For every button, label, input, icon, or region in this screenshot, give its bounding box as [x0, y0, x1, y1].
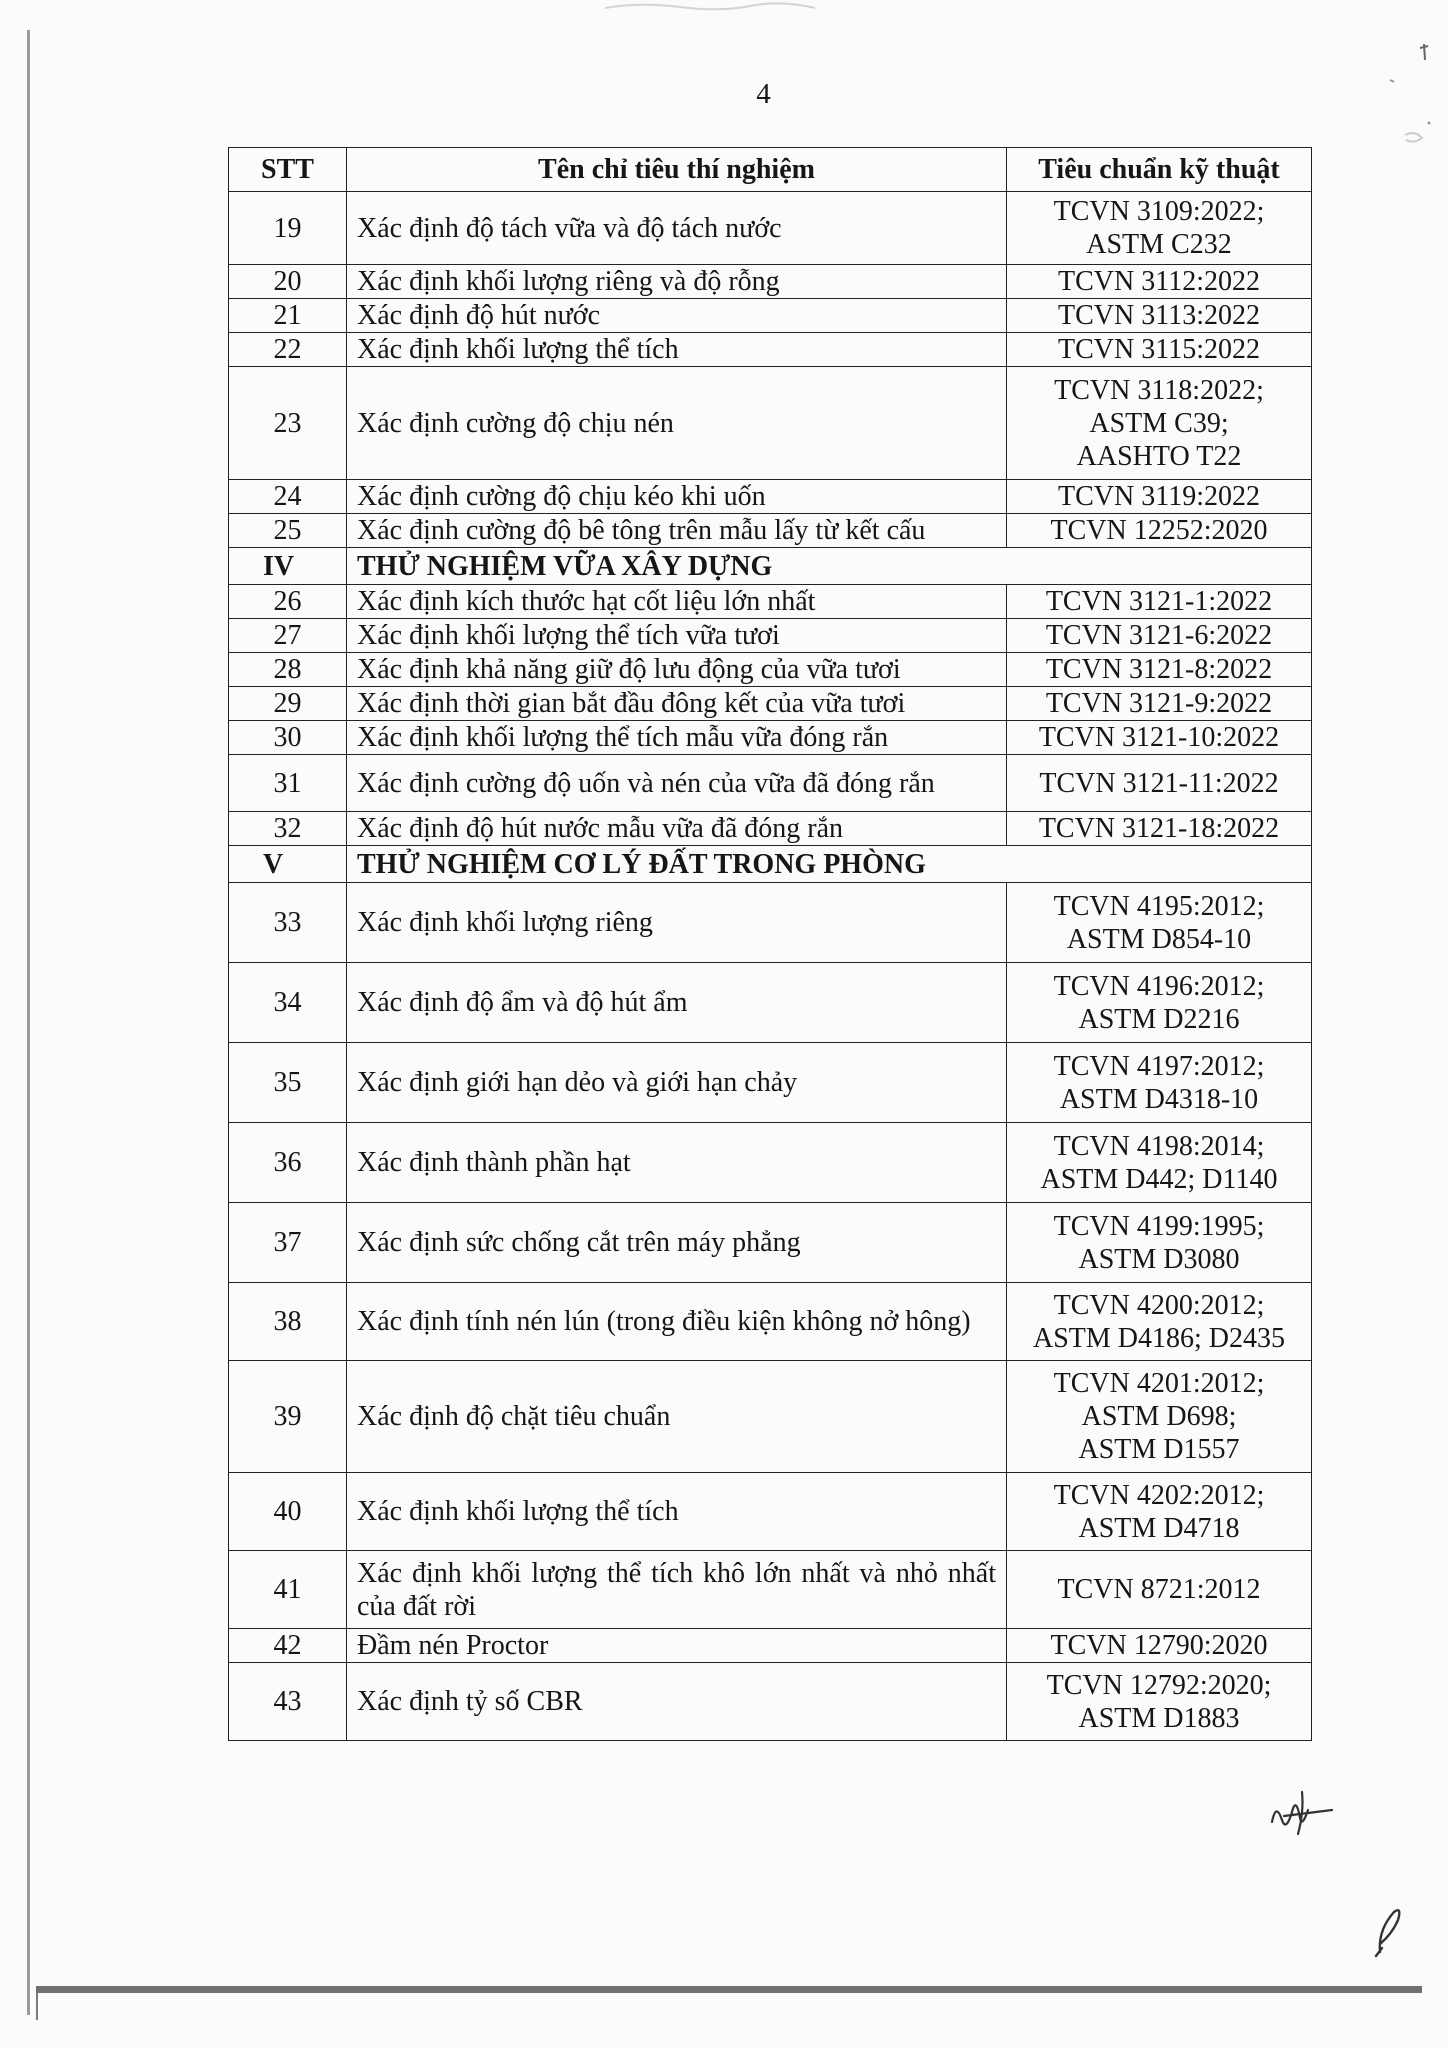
table-row: [229, 1043, 1312, 1123]
row-test-name: Xác định cường độ bê tông trên mẫu lấy từ kết cấu: [347, 514, 1007, 548]
standard-line: ASTM D698;: [1081, 1401, 1237, 1432]
standard-line: TCVN 8721:2012: [1057, 1574, 1261, 1605]
row-test-name: Đầm nén Proctor: [347, 1629, 1007, 1663]
standard-line: TCVN 4202:2012;: [1053, 1479, 1265, 1511]
table-row: [229, 1283, 1312, 1361]
table-row: [229, 480, 1312, 514]
row-stt: 28: [229, 653, 347, 687]
section-title: THỬ NGHIỆM CƠ LÝ ĐẤT TRONG PHÒNG: [347, 846, 1312, 883]
standard-line: ASTM D3080: [1078, 1243, 1240, 1275]
standard-line: TCVN 3121-10:2022: [1038, 722, 1280, 753]
standard-line: ASTM D4718: [1078, 1512, 1240, 1544]
standard-line: TCVN 4195:2012;: [1053, 890, 1265, 922]
row-test-name: Xác định khối lượng thể tích vữa tươi: [347, 619, 1007, 653]
row-test-name: Xác định tỷ số CBR: [347, 1663, 1007, 1741]
table-row: [229, 333, 1312, 367]
row-test-name: Xác định khối lượng thể tích mẫu vữa đóng rắn: [347, 721, 1007, 755]
row-stt: 34: [229, 963, 347, 1043]
table-row: [229, 367, 1312, 480]
row-test-name: Xác định cường độ chịu nén: [347, 367, 1007, 480]
table-row: [229, 265, 1312, 299]
standard-line: TCVN 4196:2012;: [1053, 970, 1265, 1002]
standards-table: [228, 147, 1312, 1741]
row-stt: 23: [229, 367, 347, 480]
row-standard: [1007, 812, 1312, 846]
section-row: [229, 548, 1312, 585]
table-header-row: [229, 148, 1312, 192]
row-standard: [1007, 687, 1312, 721]
table-row: [229, 687, 1312, 721]
scan-edge-left-mark: [36, 1990, 38, 2020]
table-row: [229, 1629, 1312, 1663]
scan-edge-bottom: [36, 1986, 1422, 1993]
table-row: [229, 514, 1312, 548]
table-row: [229, 1361, 1312, 1473]
standard-line: TCVN 4201:2012;: [1053, 1368, 1265, 1399]
row-stt: 42: [229, 1629, 347, 1663]
standard-line: ASTM D854-10: [1066, 923, 1252, 955]
row-stt: 41: [229, 1551, 347, 1629]
table-row: [229, 812, 1312, 846]
row-stt: 32: [229, 812, 347, 846]
standard-line: TCVN 4197:2012;: [1053, 1050, 1265, 1082]
row-test-name: Xác định tính nén lún (trong điều kiện không nở hông): [347, 1283, 1007, 1361]
row-test-name: Xác định cường độ uốn và nén của vữa đã đóng rắn: [347, 755, 1007, 812]
row-stt: 22: [229, 333, 347, 367]
row-stt: 27: [229, 619, 347, 653]
row-standard: [1007, 1629, 1312, 1663]
row-standard: [1007, 299, 1312, 333]
section-number: V: [229, 846, 347, 883]
section-number: IV: [229, 548, 347, 585]
row-stt: 30: [229, 721, 347, 755]
row-stt: 25: [229, 514, 347, 548]
standard-line: TCVN 4198:2014;: [1053, 1130, 1265, 1162]
standard-line: TCVN 3121-11:2022: [1039, 767, 1279, 799]
pen-mark: [1368, 1900, 1418, 1960]
row-stt: 24: [229, 480, 347, 514]
standard-line: TCVN 3109:2022;: [1053, 196, 1265, 227]
standard-line: TCVN 3121-6:2022: [1045, 620, 1273, 651]
row-standard: [1007, 480, 1312, 514]
table-row: [229, 299, 1312, 333]
row-stt: 36: [229, 1123, 347, 1203]
row-stt: 40: [229, 1473, 347, 1551]
row-stt: 39: [229, 1361, 347, 1473]
row-test-name: Xác định độ hút nước: [347, 299, 1007, 333]
standard-line: ASTM D2216: [1078, 1003, 1240, 1035]
standard-line: TCVN 3121-1:2022: [1045, 586, 1273, 617]
row-standard: [1007, 1123, 1312, 1203]
page-number: 4: [756, 78, 771, 110]
standard-line: TCVN 12252:2020: [1050, 515, 1268, 546]
row-test-name: Xác định thành phần hạt: [347, 1123, 1007, 1203]
table-row: [229, 1551, 1312, 1629]
row-test-name: Xác định kích thước hạt cốt liệu lớn nhất: [347, 585, 1007, 619]
table-row: [229, 1663, 1312, 1741]
standard-line: ASTM C39;: [1089, 407, 1229, 439]
row-standard: [1007, 619, 1312, 653]
row-standard: [1007, 1361, 1312, 1473]
standard-line: TCVN 3113:2022: [1058, 300, 1260, 331]
row-test-name: Xác định khối lượng thể tích khô lớn nhất và nhỏ nhất của đất rời: [347, 1551, 1007, 1629]
row-standard: [1007, 514, 1312, 548]
row-test-name: Xác định độ tách vữa và độ tách nước: [347, 192, 1007, 265]
row-standard: [1007, 721, 1312, 755]
row-standard: [1007, 1663, 1312, 1741]
row-standard: [1007, 755, 1312, 812]
scan-edge-left: [27, 30, 30, 2015]
table-row: [229, 619, 1312, 653]
row-standard: [1007, 1551, 1312, 1629]
table-row: [229, 1203, 1312, 1283]
table-body: [229, 192, 1312, 1741]
row-test-name: Xác định giới hạn dẻo và giới hạn chảy: [347, 1043, 1007, 1123]
standard-line: TCVN 3112:2022: [1058, 266, 1260, 297]
standard-line: TCVN 3118:2022;: [1054, 374, 1264, 406]
header-standard: Tiêu chuẩn kỹ thuật: [1007, 148, 1312, 192]
row-standard: [1007, 585, 1312, 619]
table-row: [229, 1123, 1312, 1203]
section-title: THỬ NGHIỆM VỮA XÂY DỰNG: [347, 548, 1312, 585]
row-test-name: Xác định khối lượng riêng: [347, 883, 1007, 963]
standard-line: TCVN 3119:2022: [1058, 481, 1260, 512]
row-stt: 19: [229, 192, 347, 265]
standard-line: TCVN 4200:2012;: [1053, 1289, 1265, 1321]
row-test-name: Xác định khả năng giữ độ lưu động của vữa tươi: [347, 653, 1007, 687]
row-standard: [1007, 333, 1312, 367]
row-stt: 43: [229, 1663, 347, 1741]
standard-line: TCVN 4199:1995;: [1053, 1210, 1265, 1242]
row-standard: [1007, 1203, 1312, 1283]
row-stt: 35: [229, 1043, 347, 1123]
standard-line: ASTM C232: [1086, 229, 1232, 260]
row-test-name: Xác định độ ẩm và độ hút ẩm: [347, 963, 1007, 1043]
row-stt: 33: [229, 883, 347, 963]
table-row: [229, 585, 1312, 619]
standard-line: TCVN 3121-9:2022: [1045, 688, 1273, 719]
row-stt: 37: [229, 1203, 347, 1283]
row-test-name: Xác định khối lượng thể tích: [347, 1473, 1007, 1551]
standard-line: TCVN 12792:2020;: [1046, 1669, 1272, 1701]
row-standard: [1007, 883, 1312, 963]
row-standard: [1007, 1043, 1312, 1123]
table-row: [229, 1473, 1312, 1551]
row-test-name: Xác định độ chặt tiêu chuẩn: [347, 1361, 1007, 1473]
header-test-name: Tên chỉ tiêu thí nghiệm: [347, 148, 1007, 192]
table-row: [229, 653, 1312, 687]
row-stt: 31: [229, 755, 347, 812]
row-test-name: Xác định thời gian bắt đầu đông kết của vữa tươi: [347, 687, 1007, 721]
row-stt: 29: [229, 687, 347, 721]
row-stt: 26: [229, 585, 347, 619]
standard-line: ASTM D1557: [1078, 1434, 1240, 1465]
table-row: [229, 755, 1312, 812]
row-test-name: Xác định sức chống cắt trên máy phẳng: [347, 1203, 1007, 1283]
standard-line: TCVN 3121-18:2022: [1038, 813, 1280, 844]
standard-line: TCVN 12790:2020: [1050, 1630, 1268, 1661]
row-test-name: Xác định khối lượng thể tích: [347, 333, 1007, 367]
table-row: [229, 192, 1312, 265]
standard-line: TCVN 3121-8:2022: [1045, 654, 1273, 685]
standard-line: AASHTO T22: [1076, 440, 1242, 472]
header-stt: STT: [229, 148, 347, 192]
row-standard: [1007, 653, 1312, 687]
row-standard: [1007, 192, 1312, 265]
standard-line: ASTM D1883: [1078, 1702, 1240, 1734]
table-row: [229, 963, 1312, 1043]
table-row: [229, 721, 1312, 755]
initials-signature: [1262, 1782, 1342, 1842]
table-row: [229, 883, 1312, 963]
section-row: [229, 846, 1312, 883]
row-stt: 21: [229, 299, 347, 333]
row-standard: [1007, 265, 1312, 299]
row-standard: [1007, 1473, 1312, 1551]
standard-line: ASTM D4186; D2435: [1032, 1322, 1285, 1354]
row-stt: 20: [229, 265, 347, 299]
row-standard: [1007, 367, 1312, 480]
row-test-name: Xác định độ hút nước mẫu vữa đã đóng rắn: [347, 812, 1007, 846]
standard-line: TCVN 3115:2022: [1058, 334, 1260, 365]
row-test-name: Xác định cường độ chịu kéo khi uốn: [347, 480, 1007, 514]
standard-line: ASTM D442; D1140: [1040, 1163, 1278, 1195]
row-standard: [1007, 963, 1312, 1043]
row-test-name: Xác định khối lượng riêng và độ rỗng: [347, 265, 1007, 299]
row-standard: [1007, 1283, 1312, 1361]
row-stt: 38: [229, 1283, 347, 1361]
top-scan-smudge: [600, 0, 820, 14]
standard-line: ASTM D4318-10: [1059, 1083, 1259, 1115]
